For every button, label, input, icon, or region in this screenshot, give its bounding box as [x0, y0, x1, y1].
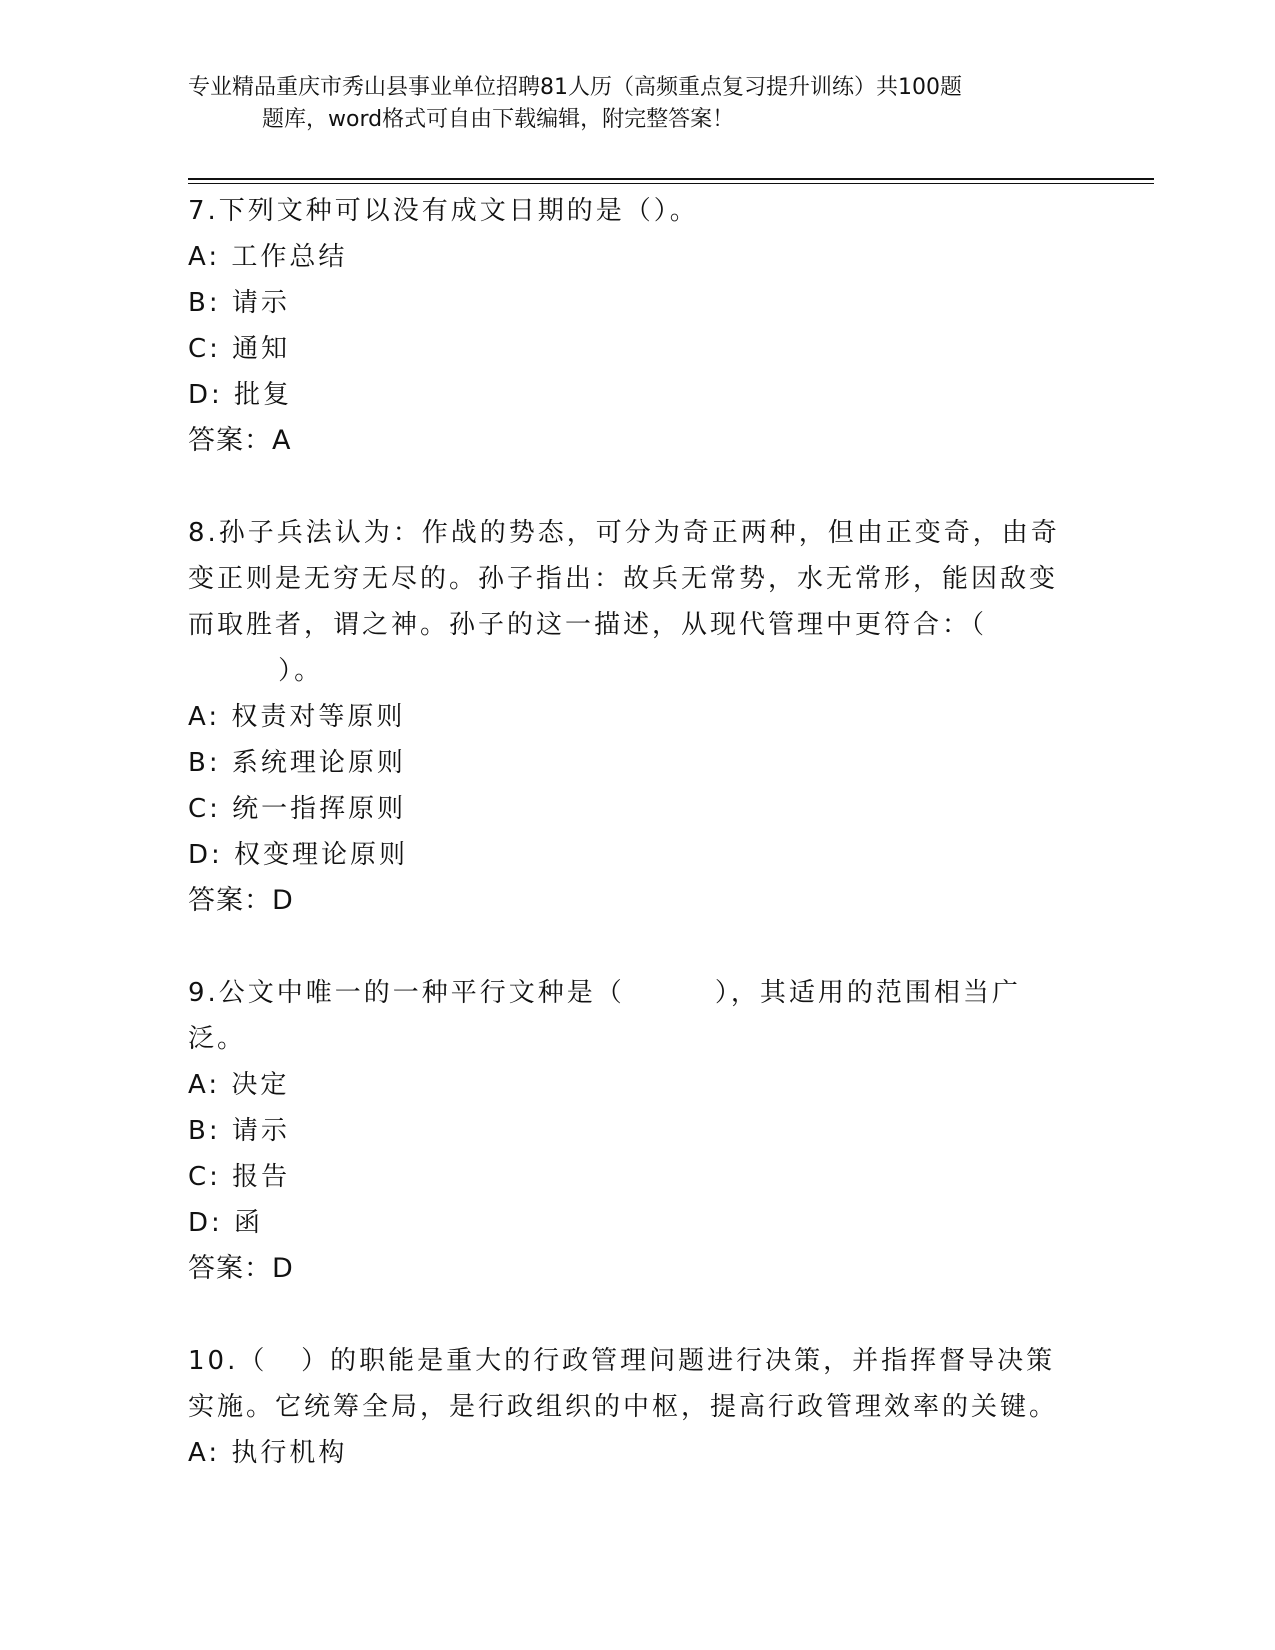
- question-text: 变正则是无穷无尽的。孙子指出：故兵无常势，水无常形，能因敌变: [188, 564, 1059, 594]
- option-d: D: 函: [188, 1208, 264, 1238]
- header-rule-thin: [188, 183, 1154, 184]
- question-text: 实施。它统筹全局，是行政组织的中枢，提高行政管理效率的关键。: [188, 1392, 1059, 1422]
- option-a: A: 决定: [188, 1070, 290, 1100]
- option-d: D: 批复: [188, 380, 293, 410]
- answer: 答案：A: [188, 425, 292, 456]
- question-block: [188, 1338, 1088, 1476]
- spacer: [188, 924, 1088, 970]
- answer: 答案：D: [188, 885, 294, 916]
- spacer: [188, 464, 1088, 510]
- option-a: A: 工作总结: [188, 242, 348, 272]
- option-b: B: 请示: [188, 1116, 290, 1146]
- answer: 答案：D: [188, 1253, 294, 1284]
- header-line-1: 专业精品重庆市秀山县事业单位招聘81人历（高频重点复习提升训练）共100题: [188, 75, 962, 100]
- question-list: [188, 188, 1088, 1476]
- header-rule-thick: [188, 178, 1154, 180]
- document-header: [188, 72, 1088, 136]
- option-c: C: 通知: [188, 334, 291, 364]
- option-b: B: 系统理论原则: [188, 748, 406, 778]
- question-text: 7.下列文种可以没有成文日期的是（）。: [188, 196, 699, 226]
- question-text: ）。: [188, 656, 324, 686]
- option-b: B: 请示: [188, 288, 290, 318]
- question-block: [188, 510, 1088, 924]
- question-text: 10.（ ）的职能是重大的行政管理问题进行决策，并指挥督导决策: [188, 1346, 1056, 1376]
- question-block: [188, 188, 1088, 464]
- option-d: D: 权变理论原则: [188, 840, 409, 870]
- header-line-2: 题库，word格式可自由下载编辑，附完整答案！: [262, 107, 735, 132]
- option-a: A: 执行机构: [188, 1438, 348, 1468]
- question-block: [188, 970, 1088, 1292]
- question-text: 泛。: [188, 1024, 247, 1054]
- option-a: A: 权责对等原则: [188, 702, 406, 732]
- question-text: 9.公文中唯一的一种平行文种是（ ），其适用的范围相当广: [188, 978, 1021, 1008]
- option-c: C: 报告: [188, 1162, 291, 1192]
- question-text: 8.孙子兵法认为：作战的势态，可分为奇正两种，但由正变奇，由奇: [188, 518, 1060, 548]
- question-text: 而取胜者，谓之神。孙子的这一描述，从现代管理中更符合：（: [188, 610, 988, 640]
- spacer: [188, 1292, 1088, 1338]
- option-c: C: 统一指挥原则: [188, 794, 407, 824]
